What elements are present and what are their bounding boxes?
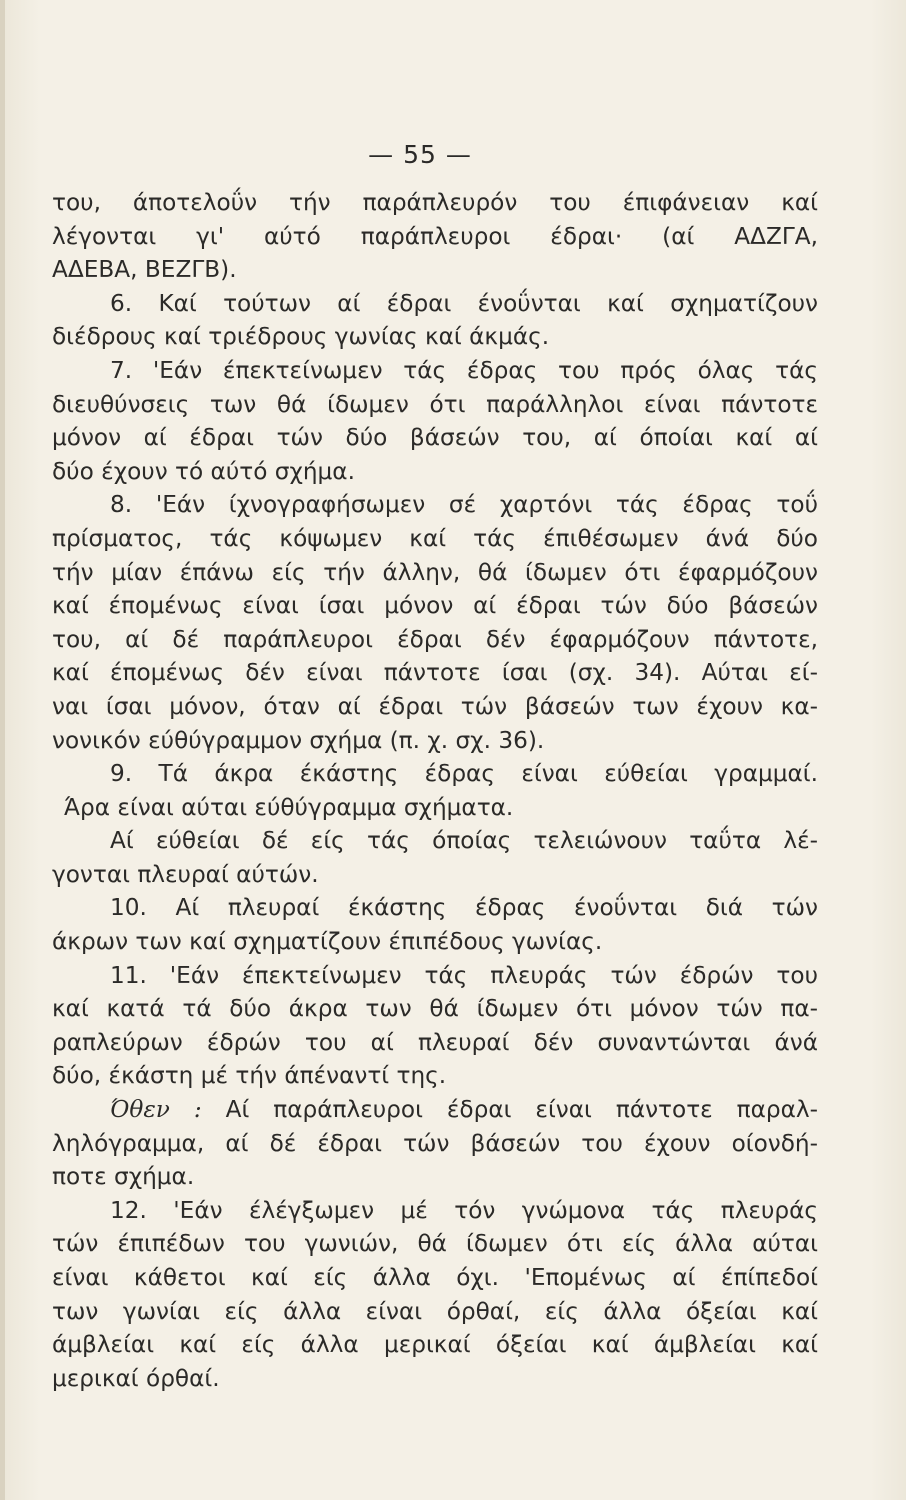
text-line: Άρα είναι αύται εύθύγραμμα σχήματα.	[64, 793, 514, 821]
paragraph-7-start: 7. 'Εάν έπεκτείνωμεν τάς έδρας του πρός όλας τάς	[110, 356, 818, 384]
paragraph-11-start: 11. 'Εάν έπεκτείνωμεν τάς πλευράς τών έδρών του	[110, 961, 818, 989]
text-line: τών έπιπέδων του γωνιών, θά ίδωμεν ότι είς άλλα αύται	[52, 1230, 818, 1258]
text-line: άκρων των καί σχηματίζουν έπιπέδους γωνίας.	[52, 928, 603, 956]
conclusion-line	[52, 1093, 818, 1127]
text-line: καί έπομένως δέν είναι πάντοτε ίσαι (σχ. 34). Αύται εί-	[52, 659, 818, 687]
paragraph-12-start: 12. 'Εάν έλέγξωμεν μέ τόν γνώμονα τάς πλευράς	[110, 1196, 818, 1224]
text-line: καί έπομένως είναι ίσαι μόνον αί έδραι τών δύο βάσεών	[52, 592, 818, 620]
text-line: πρίσματος, τάς κόψωμεν καί τάς έπιθέσωμεν άνά δύο	[52, 524, 818, 552]
text-line: Αί εύθείαι δέ είς τάς όποίας τελειώνουν ταΰτα λέ-	[110, 827, 818, 855]
text-line: μερικαί όρθαί.	[52, 1364, 220, 1392]
text-line: των γωνίαι είς άλλα είναι όρθαί, είς άλλα όξείαι καί	[52, 1297, 818, 1325]
text-line: καί κατά τά δύο άκρα των θά ίδωμεν ότι μόνον τών πα-	[52, 995, 818, 1023]
text-line: ποτε σχήμα.	[52, 1163, 195, 1191]
paragraph-8-start: 8. 'Εάν ίχνογραφήσωμεν σέ χαρτόνι τάς έδρας τοΰ	[110, 491, 818, 519]
text-line: του, αί δέ παράπλευροι έδραι δέν έφαρμόζουν πάντοτε,	[52, 625, 818, 653]
text-line: του, άποτελοΰν τήν παράπλευρόν του έπιφάνειαν καί	[52, 189, 818, 216]
paragraph-9-start: 9. Τά άκρα έκάστης έδρας είναι εύθείαι γραμμαί.	[110, 760, 818, 788]
text-line: μόνον αί έδραι τών δύο βάσεών του, αί όποίαι καί αί	[52, 424, 818, 452]
text-line: είναι κάθετοι καί είς άλλα όχι. 'Επομένως αί έπίπεδοί	[52, 1264, 818, 1291]
text-line: τήν μίαν έπάνω είς τήν άλλην, θά ίδωμεν ότι έφαρμόζουν	[52, 558, 818, 586]
paragraph-10-start: 10. Αί πλευραί έκάστης έδρας ένοΰνται διά τών	[110, 894, 818, 922]
page-number: — 55 —	[368, 140, 472, 169]
text-line: ληλόγραμμα, αί δέ έδραι τών βάσεών του έχουν οίονδή-	[52, 1129, 818, 1157]
text-line: δύο έχουν τό αύτό σχήμα.	[52, 457, 355, 485]
text-line: άμβλείαι καί είς άλλα μερικαί όξείαι καί άμβλείαι καί	[52, 1331, 818, 1359]
text-line: ΑΔΕΒΑ, ΒΕΖΓΒ).	[52, 256, 237, 284]
binding-edge	[0, 0, 5, 1500]
body-text	[52, 186, 818, 1395]
text-line: ναι ίσαι μόνον, όταν αί έδραι τών βάσεών των έχουν κα-	[52, 692, 818, 720]
text-line: λέγονται γι' αύτό παράπλευροι έδραι· (αί ΑΔΖΓΑ,	[52, 222, 818, 250]
paragraph-6-start: 6. Καί τούτων αί έδραι ένοΰνται καί σχηματίζουν	[110, 289, 818, 317]
text-line: διευθύνσεις των θά ίδωμεν ότι παράλληλοι είναι πάντοτε	[52, 390, 818, 418]
text-line: διέδρους καί τριέδρους γωνίας καί άκμάς.	[52, 323, 550, 351]
text-line: γονται πλευραί αύτών.	[52, 860, 319, 888]
text-line: δύο, έκάστη μέ τήν άπέναντί της.	[52, 1062, 447, 1090]
text-line: νονικόν εύθύγραμμον σχήμα (π. χ. σχ. 36).	[52, 726, 545, 754]
conclusion-text: Αί παράπλευροι έδραι είναι πάντοτε παραλ-	[225, 1096, 818, 1124]
conclusion-label: Όθεν :	[110, 1096, 202, 1124]
text-line: ραπλεύρων έδρών του αί πλευραί δέν συναντώνται άνά	[52, 1028, 818, 1056]
